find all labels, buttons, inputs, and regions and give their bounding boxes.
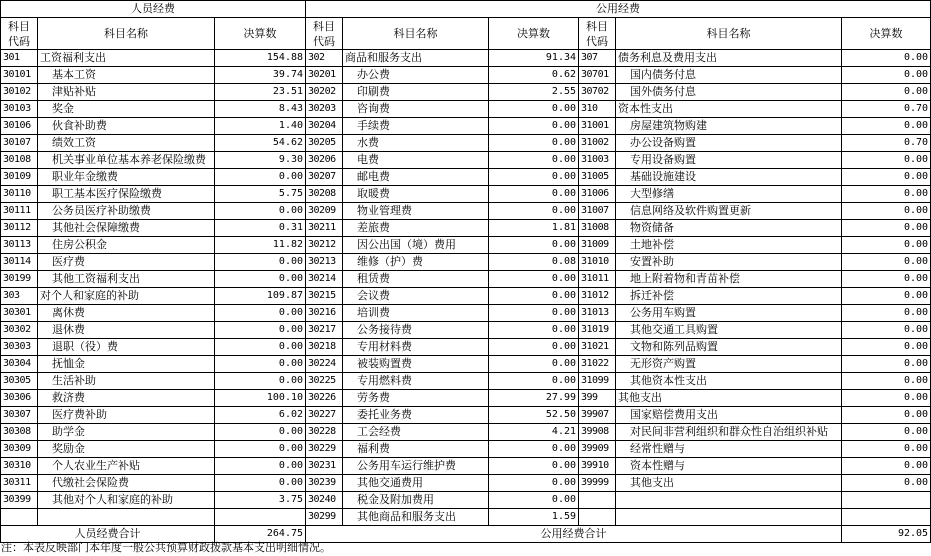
cell-amount: 0.00: [489, 458, 579, 475]
cell-code: [1, 509, 38, 526]
cell-name: 专用材料费: [343, 339, 489, 356]
cell-amount: 0.00: [215, 373, 306, 390]
cell-amount: 0.00: [489, 475, 579, 492]
cell-name: 电费: [343, 152, 489, 169]
cell-name: 租赁费: [343, 271, 489, 288]
cell-amount: 0.00: [489, 135, 579, 152]
table-row: [1, 458, 931, 475]
cell-code: 30214: [306, 271, 343, 288]
cell-code: 30211: [306, 220, 343, 237]
cell-name: 会议费: [343, 288, 489, 305]
cell-name: 绩效工资: [38, 135, 215, 152]
cell-name: 其他交通费用: [343, 475, 489, 492]
table-row: [1, 118, 931, 135]
cell-amount: 0.00: [215, 424, 306, 441]
cell-amount: 0.00: [489, 305, 579, 322]
cell-amount: 0.00: [215, 475, 306, 492]
cell-amount: 27.99: [489, 390, 579, 407]
cell-amount: 1.81: [489, 220, 579, 237]
table-row: [1, 67, 931, 84]
cell-code: 30206: [306, 152, 343, 169]
cell-code: 39907: [579, 407, 616, 424]
cell-name: 办公费: [343, 67, 489, 84]
personnel-section-header: 人员经费: [1, 1, 306, 18]
cell-amount: 0.00: [489, 169, 579, 186]
cell-amount: 0.00: [842, 220, 931, 237]
cell-amount: 4.21: [489, 424, 579, 441]
cell-name: 福利费: [343, 441, 489, 458]
cell-amount: 0.00: [215, 339, 306, 356]
cell-amount: 0.00: [842, 390, 931, 407]
cell-amount: 0.00: [842, 67, 931, 84]
cell-code: 39908: [579, 424, 616, 441]
cell-name: [616, 492, 842, 509]
cell-code: 31001: [579, 118, 616, 135]
cell-code: 30208: [306, 186, 343, 203]
cell-name: 生活补助: [38, 373, 215, 390]
cell-code: 30113: [1, 237, 38, 254]
table-row: [1, 356, 931, 373]
cell-code: [579, 492, 616, 509]
cell-amount: 109.87: [215, 288, 306, 305]
cell-name: 国内债务付息: [616, 67, 842, 84]
cell-code: 30101: [1, 67, 38, 84]
col-header-name: 科目名称: [343, 18, 489, 50]
cell-amount: 1.59: [489, 509, 579, 526]
cell-code: 30114: [1, 254, 38, 271]
cell-amount: 6.02: [215, 407, 306, 424]
cell-name: 信息网络及软件购置更新: [616, 203, 842, 220]
cell-amount: 0.00: [489, 373, 579, 390]
cell-amount: 0.00: [842, 50, 931, 67]
cell-code: 30301: [1, 305, 38, 322]
cell-name: 劳务费: [343, 390, 489, 407]
cell-amount: 0.00: [489, 339, 579, 356]
cell-code: 39999: [579, 475, 616, 492]
cell-code: 30216: [306, 305, 343, 322]
cell-code: 30308: [1, 424, 38, 441]
cell-name: 资本性支出: [616, 101, 842, 118]
cell-amount: 0.00: [842, 356, 931, 373]
cell-name: 安置补助: [616, 254, 842, 271]
cell-name: 离休费: [38, 305, 215, 322]
cell-amount: 0.00: [842, 322, 931, 339]
cell-amount: 2.55: [489, 84, 579, 101]
cell-name: 伙食补助费: [38, 118, 215, 135]
cell-amount: 0.00: [842, 339, 931, 356]
cell-name: 文物和陈列品购置: [616, 339, 842, 356]
cell-amount: 0.00: [842, 118, 931, 135]
cell-amount: 0.00: [489, 492, 579, 509]
col-header-name: 科目名称: [38, 18, 215, 50]
cell-amount: 0.00: [215, 169, 306, 186]
col-header-amount: 决算数: [489, 18, 579, 50]
cell-amount: 3.75: [215, 492, 306, 509]
cell-amount: 0.08: [489, 254, 579, 271]
cell-amount: 0.00: [489, 288, 579, 305]
cell-amount: 5.75: [215, 186, 306, 203]
cell-code: 30102: [1, 84, 38, 101]
cell-code: 31021: [579, 339, 616, 356]
cell-amount: 0.00: [842, 271, 931, 288]
cell-name: 职工基本医疗保险缴费: [38, 186, 215, 203]
cell-amount: 0.00: [215, 356, 306, 373]
cell-code: 30215: [306, 288, 343, 305]
cell-name: 对个人和家庭的补助: [38, 288, 215, 305]
cell-name: 被装购置费: [343, 356, 489, 373]
cell-code: 30112: [1, 220, 38, 237]
cell-code: 30201: [306, 67, 343, 84]
cell-code: 31099: [579, 373, 616, 390]
cell-amount: 0.00: [842, 254, 931, 271]
cell-amount: 0.00: [489, 186, 579, 203]
cell-code: 31007: [579, 203, 616, 220]
cell-code: 31006: [579, 186, 616, 203]
cell-code: 30302: [1, 322, 38, 339]
cell-amount: 0.00: [842, 475, 931, 492]
cell-name: 债务利息及费用支出: [616, 50, 842, 67]
cell-name: 税金及附加费用: [343, 492, 489, 509]
cell-name: 基础设施建设: [616, 169, 842, 186]
cell-code: 30306: [1, 390, 38, 407]
cell-amount: 0.00: [489, 203, 579, 220]
cell-code: 30702: [579, 84, 616, 101]
cell-amount: 0.31: [215, 220, 306, 237]
table-row: [1, 441, 931, 458]
table-row: [1, 509, 931, 526]
table-row: [1, 186, 931, 203]
cell-name: 委托业务费: [343, 407, 489, 424]
cell-code: 30307: [1, 407, 38, 424]
cell-amount: 54.62: [215, 135, 306, 152]
cell-code: 30231: [306, 458, 343, 475]
personnel-total-label: 人员经费合计: [1, 526, 215, 543]
table-row: [1, 220, 931, 237]
cell-code: 30207: [306, 169, 343, 186]
cell-code: 30226: [306, 390, 343, 407]
col-header-amount: 决算数: [842, 18, 931, 50]
cell-amount: 39.74: [215, 67, 306, 84]
cell-code: 30106: [1, 118, 38, 135]
cell-code: 301: [1, 50, 38, 67]
cell-name: 救济费: [38, 390, 215, 407]
cell-code: 30203: [306, 101, 343, 118]
cell-name: [616, 509, 842, 526]
cell-name: 土地补偿: [616, 237, 842, 254]
table-row: [1, 84, 931, 101]
cell-name: 培训费: [343, 305, 489, 322]
cell-name: 其他社会保障缴费: [38, 220, 215, 237]
cell-name: 咨询费: [343, 101, 489, 118]
cell-code: 31013: [579, 305, 616, 322]
cell-code: 31008: [579, 220, 616, 237]
table-row: [1, 288, 931, 305]
cell-code: 30110: [1, 186, 38, 203]
cell-name: 助学金: [38, 424, 215, 441]
table-row: [1, 407, 931, 424]
cell-code: 30213: [306, 254, 343, 271]
cell-name: 物资储备: [616, 220, 842, 237]
cell-amount: 11.82: [215, 237, 306, 254]
cell-name: 退休费: [38, 322, 215, 339]
cell-amount: 0.00: [842, 424, 931, 441]
cell-code: 30217: [306, 322, 343, 339]
cell-amount: 0.70: [842, 101, 931, 118]
cell-amount: 0.00: [842, 237, 931, 254]
cell-code: 31011: [579, 271, 616, 288]
cell-amount: 0.00: [842, 203, 931, 220]
cell-name: 基本工资: [38, 67, 215, 84]
cell-name: 资本性赠与: [616, 458, 842, 475]
table-row: [1, 152, 931, 169]
cell-name: 其他交通工具购置: [616, 322, 842, 339]
table-row: [1, 135, 931, 152]
cell-code: 302: [306, 50, 343, 67]
cell-code: 31005: [579, 169, 616, 186]
cell-amount: 0.00: [215, 305, 306, 322]
cell-name: 工资福利支出: [38, 50, 215, 67]
cell-name: 机关事业单位基本养老保险缴费: [38, 152, 215, 169]
cell-amount: 154.88: [215, 50, 306, 67]
cell-amount: [842, 492, 931, 509]
cell-code: 30240: [306, 492, 343, 509]
cell-name: 大型修缮: [616, 186, 842, 203]
cell-amount: 0.00: [489, 441, 579, 458]
cell-name: 其他支出: [616, 390, 842, 407]
col-header-amount: 决算数: [215, 18, 306, 50]
cell-code: 31010: [579, 254, 616, 271]
cell-amount: 0.00: [842, 441, 931, 458]
cell-amount: 0.00: [489, 152, 579, 169]
cell-name: 医疗费补助: [38, 407, 215, 424]
cell-amount: 0.00: [489, 322, 579, 339]
cell-name: 其他支出: [616, 475, 842, 492]
cell-amount: 0.00: [489, 101, 579, 118]
table-row: [1, 50, 931, 67]
cell-amount: [842, 509, 931, 526]
cell-name: [38, 509, 215, 526]
cell-name: 办公设备购置: [616, 135, 842, 152]
cell-code: 30209: [306, 203, 343, 220]
cell-code: 30305: [1, 373, 38, 390]
cell-name: 手续费: [343, 118, 489, 135]
cell-code: [579, 509, 616, 526]
cell-code: 30218: [306, 339, 343, 356]
col-header-code: 科目代码: [579, 18, 616, 50]
table-row: [1, 271, 931, 288]
cell-name: 医疗费: [38, 254, 215, 271]
col-header-code: 科目代码: [306, 18, 343, 50]
cell-code: 30228: [306, 424, 343, 441]
cell-name: 工会经费: [343, 424, 489, 441]
cell-code: 30199: [1, 271, 38, 288]
cell-code: 30204: [306, 118, 343, 135]
cell-name: 其他商品和服务支出: [343, 509, 489, 526]
cell-name: 专用设备购置: [616, 152, 842, 169]
cell-code: 30202: [306, 84, 343, 101]
cell-code: 30225: [306, 373, 343, 390]
cell-amount: 8.43: [215, 101, 306, 118]
cell-amount: 0.00: [215, 254, 306, 271]
cell-amount: 0.70: [842, 135, 931, 152]
cell-code: 30111: [1, 203, 38, 220]
cell-code: 30303: [1, 339, 38, 356]
table-row: [1, 169, 931, 186]
cell-name: 公务用车购置: [616, 305, 842, 322]
cell-code: 39909: [579, 441, 616, 458]
cell-amount: 23.51: [215, 84, 306, 101]
cell-code: 31003: [579, 152, 616, 169]
cell-name: 商品和服务支出: [343, 50, 489, 67]
cell-amount: 0.00: [489, 118, 579, 135]
cell-amount: 0.00: [842, 169, 931, 186]
cell-code: 30701: [579, 67, 616, 84]
cell-amount: 9.30: [215, 152, 306, 169]
cell-name: 维修（护）费: [343, 254, 489, 271]
cell-name: 代缴社会保险费: [38, 475, 215, 492]
cell-name: 个人农业生产补贴: [38, 458, 215, 475]
cell-name: 公务用车运行维护费: [343, 458, 489, 475]
table-row: [1, 322, 931, 339]
cell-code: 30103: [1, 101, 38, 118]
cell-amount: [215, 509, 306, 526]
cell-name: 取暖费: [343, 186, 489, 203]
cell-code: 31002: [579, 135, 616, 152]
cell-name: 公务接待费: [343, 322, 489, 339]
cell-name: 水费: [343, 135, 489, 152]
cell-amount: 1.40: [215, 118, 306, 135]
cell-name: 住房公积金: [38, 237, 215, 254]
public-total-value: 92.05: [842, 526, 931, 543]
cell-amount: 0.00: [842, 288, 931, 305]
cell-amount: 0.00: [842, 373, 931, 390]
cell-amount: 0.00: [489, 237, 579, 254]
cell-code: 30311: [1, 475, 38, 492]
cell-amount: 0.00: [215, 441, 306, 458]
table-row: [1, 390, 931, 407]
cell-name: 国外债务付息: [616, 84, 842, 101]
cell-code: 30239: [306, 475, 343, 492]
cell-code: 310: [579, 101, 616, 118]
cell-code: 31019: [579, 322, 616, 339]
cell-code: 31012: [579, 288, 616, 305]
cell-code: 31022: [579, 356, 616, 373]
cell-amount: 0.00: [842, 407, 931, 424]
cell-name: 无形资产购置: [616, 356, 842, 373]
cell-code: 30227: [306, 407, 343, 424]
cell-code: 30108: [1, 152, 38, 169]
table-footnote: 注：本表反映部门本年度一般公共预算财政拨款基本支出明细情况。: [1, 541, 331, 554]
table-row: [1, 475, 931, 492]
cell-amount: 0.00: [489, 271, 579, 288]
cell-code: 31009: [579, 237, 616, 254]
cell-amount: 52.50: [489, 407, 579, 424]
table-row: [1, 373, 931, 390]
cell-name: 因公出国（境）费用: [343, 237, 489, 254]
cell-code: 30399: [1, 492, 38, 509]
cell-name: 职业年金缴费: [38, 169, 215, 186]
table-row: [1, 254, 931, 271]
cell-code: 39910: [579, 458, 616, 475]
cell-code: 307: [579, 50, 616, 67]
cell-code: 30310: [1, 458, 38, 475]
cell-name: 地上附着物和青苗补偿: [616, 271, 842, 288]
cell-amount: 0.00: [215, 458, 306, 475]
personnel-total-value: 264.75: [215, 526, 306, 543]
cell-name: 津贴补贴: [38, 84, 215, 101]
cell-name: 房屋建筑物购建: [616, 118, 842, 135]
cell-code: 30229: [306, 441, 343, 458]
cell-code: 30309: [1, 441, 38, 458]
cell-amount: 91.34: [489, 50, 579, 67]
cell-amount: 0.00: [215, 322, 306, 339]
cell-name: 抚恤金: [38, 356, 215, 373]
cell-name: 退职（役）费: [38, 339, 215, 356]
cell-name: 奖金: [38, 101, 215, 118]
cell-name: 奖励金: [38, 441, 215, 458]
public-total-label: 公用经费合计: [306, 526, 842, 543]
cell-code: 30304: [1, 356, 38, 373]
cell-code: 30299: [306, 509, 343, 526]
cell-name: 对民间非营利组织和群众性自治组织补贴: [616, 424, 842, 441]
cell-amount: 0.00: [842, 186, 931, 203]
table-row: [1, 424, 931, 441]
cell-name: 物业管理费: [343, 203, 489, 220]
cell-name: 其他工资福利支出: [38, 271, 215, 288]
cell-amount: 0.00: [842, 305, 931, 322]
table-row: [1, 492, 931, 509]
cell-amount: 0.00: [842, 458, 931, 475]
table-row: [1, 237, 931, 254]
cell-code: 30109: [1, 169, 38, 186]
cell-amount: 100.10: [215, 390, 306, 407]
table-row: [1, 339, 931, 356]
cell-name: 经常性赠与: [616, 441, 842, 458]
cell-code: 303: [1, 288, 38, 305]
cell-amount: 0.00: [215, 203, 306, 220]
cell-amount: 0.00: [489, 356, 579, 373]
cell-name: 印刷费: [343, 84, 489, 101]
cell-amount: 0.00: [842, 84, 931, 101]
public-section-header: 公用经费: [306, 1, 931, 18]
cell-name: 专用燃料费: [343, 373, 489, 390]
cell-name: 公务员医疗补助缴费: [38, 203, 215, 220]
cell-name: 其他资本性支出: [616, 373, 842, 390]
cell-code: 30224: [306, 356, 343, 373]
table-row: [1, 203, 931, 220]
cell-name: 拆迁补偿: [616, 288, 842, 305]
cell-code: 30212: [306, 237, 343, 254]
table-row: [1, 101, 931, 118]
cell-name: 其他对个人和家庭的补助: [38, 492, 215, 509]
cell-name: 差旅费: [343, 220, 489, 237]
col-header-code: 科目代码: [1, 18, 38, 50]
cell-amount: 0.62: [489, 67, 579, 84]
cell-code: 399: [579, 390, 616, 407]
cell-code: 30107: [1, 135, 38, 152]
cell-amount: 0.00: [842, 152, 931, 169]
col-header-name: 科目名称: [616, 18, 842, 50]
cell-code: 30205: [306, 135, 343, 152]
table-row: [1, 305, 931, 322]
cell-amount: 0.00: [215, 271, 306, 288]
cell-name: 国家赔偿费用支出: [616, 407, 842, 424]
cell-name: 邮电费: [343, 169, 489, 186]
